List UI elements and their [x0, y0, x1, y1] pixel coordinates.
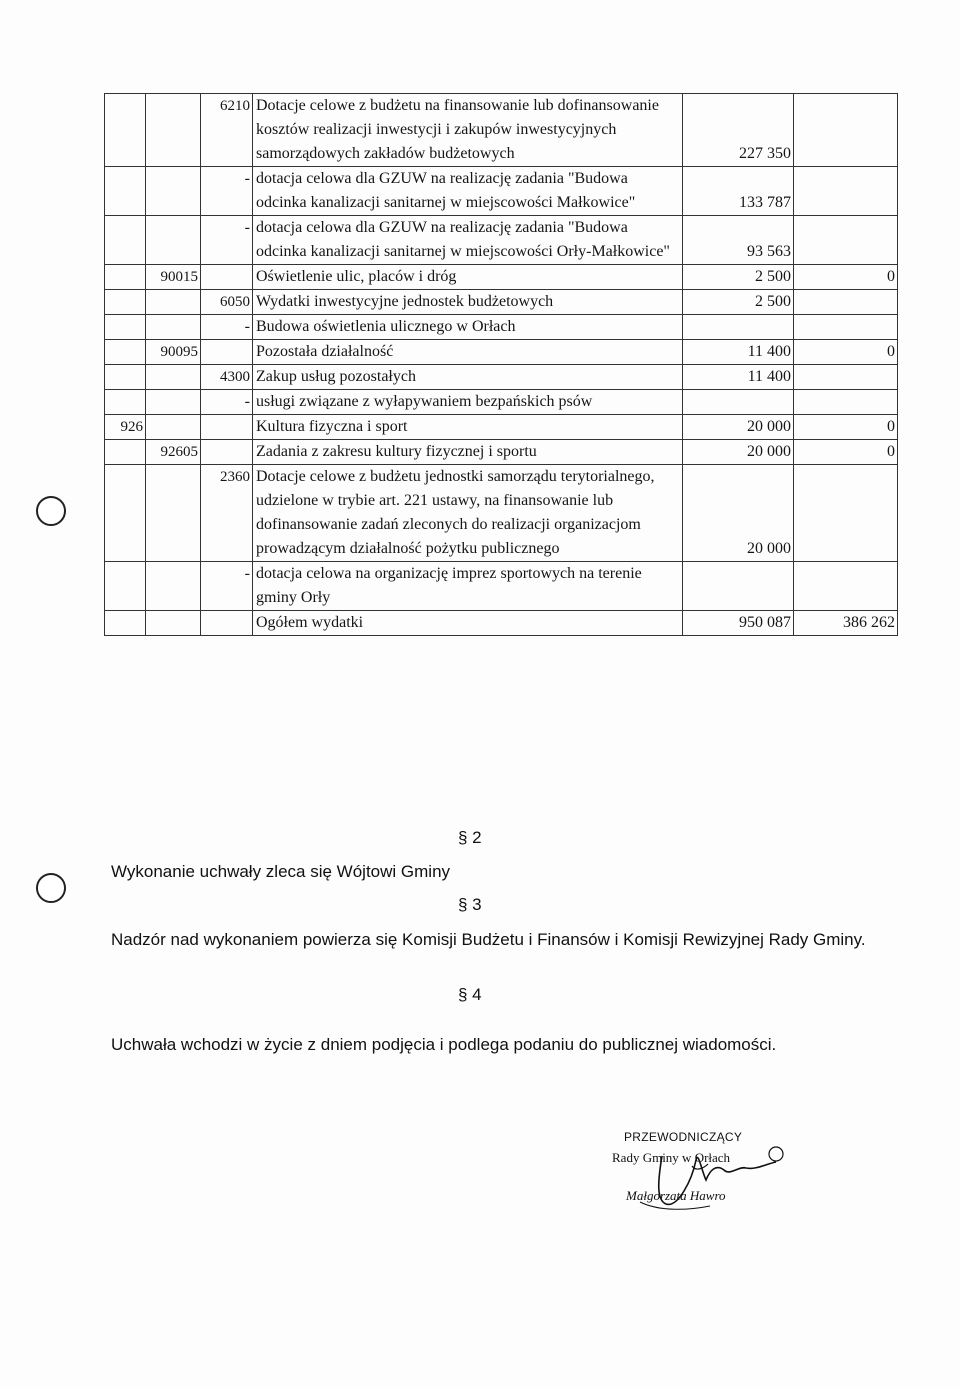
- description-cell: Zakup usług pozostałych: [253, 365, 683, 390]
- table-row: [105, 216, 898, 265]
- handwritten-signature: [600, 1120, 810, 1220]
- punch-hole: [36, 496, 66, 526]
- description-cell: Wydatki inwestycyjne jednostek budżetowych: [253, 290, 683, 315]
- paragraph-code-cell: 6050: [201, 290, 253, 315]
- amount-cell: [683, 390, 794, 415]
- table-row: [105, 465, 898, 562]
- division-code-cell: [105, 216, 146, 265]
- investment-amount-cell: [794, 365, 898, 390]
- table-row: [105, 415, 898, 440]
- paragraph-code-cell: -: [201, 562, 253, 611]
- description-cell: Kultura fizyczna i sport: [253, 415, 683, 440]
- investment-amount-cell: [794, 167, 898, 216]
- paragraph-code-cell: [201, 415, 253, 440]
- stamp-name: Małgorzata Hawro: [626, 1188, 726, 1203]
- investment-amount-cell: [794, 290, 898, 315]
- division-code-cell: [105, 167, 146, 216]
- description-cell: dotacja celowa dla GZUW na realizację zadania "Budowa odcinka kanalizacji sanitarnej w miejscowości Małkowice": [253, 167, 683, 216]
- amount-cell: [683, 562, 794, 611]
- paragraph-code-cell: -: [201, 315, 253, 340]
- division-code-cell: [105, 265, 146, 290]
- investment-amount-cell: 0: [794, 440, 898, 465]
- investment-amount-cell: [794, 390, 898, 415]
- amount-cell: 2 500: [683, 290, 794, 315]
- table-row: [105, 440, 898, 465]
- total-investment-cell: 386 262: [794, 611, 898, 636]
- amount-cell: 227 350: [683, 94, 794, 167]
- table-row: [105, 390, 898, 415]
- amount-cell: 20 000: [683, 415, 794, 440]
- division-code-cell: [105, 290, 146, 315]
- investment-amount-cell: [794, 94, 898, 167]
- section-2-text: Wykonanie uchwały zleca się Wójtowi Gminy: [111, 862, 451, 881]
- division-code-cell: [105, 365, 146, 390]
- table-row: [105, 94, 898, 167]
- division-code-cell: [105, 440, 146, 465]
- investment-amount-cell: 0: [794, 265, 898, 290]
- chapter-code-cell: [146, 465, 201, 562]
- division-code-cell: [105, 390, 146, 415]
- paragraph-code-cell: 4300: [201, 365, 253, 390]
- chapter-code-cell: [146, 94, 201, 167]
- paragraph-code-cell: -: [201, 390, 253, 415]
- paragraph-code-cell: 6210: [201, 94, 253, 167]
- description-cell: usługi związane z wyłapywaniem bezpańskich psów: [253, 390, 683, 415]
- division-code-cell: [105, 340, 146, 365]
- chapter-code-cell: [146, 415, 201, 440]
- amount-cell: 20 000: [683, 465, 794, 562]
- table-row: [105, 315, 898, 340]
- investment-amount-cell: [794, 562, 898, 611]
- table-row: [105, 265, 898, 290]
- total-amount-cell: 950 087: [683, 611, 794, 636]
- table-row: [105, 562, 898, 611]
- table-row: [105, 340, 898, 365]
- empty-cell: [105, 611, 146, 636]
- chapter-code-cell: [146, 365, 201, 390]
- amount-cell: 133 787: [683, 167, 794, 216]
- description-cell: Pozostała działalność: [253, 340, 683, 365]
- paragraph-code-cell: [201, 340, 253, 365]
- total-label-cell: Ogółem wydatki: [253, 611, 683, 636]
- investment-amount-cell: 0: [794, 340, 898, 365]
- section-3-text: Nadzór nad wykonaniem powierza się Komisji Budżetu i Finansów i Komisji Rewizyjnej Rady Gminy.: [111, 930, 866, 949]
- chapter-code-cell: 90095: [146, 340, 201, 365]
- table-row: [105, 365, 898, 390]
- description-cell: Dotacje celowe z budżetu na finansowanie lub dofinansowanie kosztów realizacji inwestycji i zakupów inwestycyjnych samorządowych zakładów budżetowych: [253, 94, 683, 167]
- amount-cell: 93 563: [683, 216, 794, 265]
- section-2-mark: § 2: [458, 828, 482, 847]
- description-cell: Budowa oświetlenia ulicznego w Orłach: [253, 315, 683, 340]
- table-row: [105, 290, 898, 315]
- expenditure-table: [104, 93, 898, 636]
- empty-cell: [146, 611, 201, 636]
- section-4-mark: § 4: [458, 985, 482, 1004]
- chapter-code-cell: [146, 167, 201, 216]
- paragraph-code-cell: [201, 440, 253, 465]
- paragraph-code-cell: -: [201, 216, 253, 265]
- chapter-code-cell: [146, 290, 201, 315]
- chapter-code-cell: [146, 562, 201, 611]
- division-code-cell: [105, 94, 146, 167]
- stamp-title: PRZEWODNICZĄCY: [624, 1130, 743, 1144]
- paragraph-code-cell: -: [201, 167, 253, 216]
- paragraph-code-cell: 2360: [201, 465, 253, 562]
- table-row: [105, 167, 898, 216]
- division-code-cell: [105, 315, 146, 340]
- stamp-council: Rady Gminy w Orłach: [612, 1150, 731, 1165]
- amount-cell: 2 500: [683, 265, 794, 290]
- amount-cell: 11 400: [683, 365, 794, 390]
- description-cell: Dotacje celowe z budżetu jednostki samorządu terytorialnego, udzielone w trybie art. 221 ustawy, na finansowanie lub dofinansowanie zadań zleconych do realizacji organizacjom prowadzącym działalność pożytku publicznego: [253, 465, 683, 562]
- empty-cell: [201, 611, 253, 636]
- amount-cell: 20 000: [683, 440, 794, 465]
- chapter-code-cell: [146, 315, 201, 340]
- division-code-cell: [105, 562, 146, 611]
- investment-amount-cell: 0: [794, 415, 898, 440]
- division-code-cell: 926: [105, 415, 146, 440]
- amount-cell: 11 400: [683, 340, 794, 365]
- description-cell: dotacja celowa dla GZUW na realizację zadania "Budowa odcinka kanalizacji sanitarnej w miejscowości Orły-Małkowice": [253, 216, 683, 265]
- amount-cell: [683, 315, 794, 340]
- division-code-cell: [105, 465, 146, 562]
- total-row: [105, 611, 898, 636]
- signature-stamp: [600, 1120, 810, 1220]
- section-3-mark: § 3: [458, 895, 482, 914]
- punch-hole: [36, 873, 66, 903]
- chapter-code-cell: [146, 390, 201, 415]
- chapter-code-cell: 92605: [146, 440, 201, 465]
- investment-amount-cell: [794, 315, 898, 340]
- description-cell: dotacja celowa na organizację imprez sportowych na terenie gminy Orły: [253, 562, 683, 611]
- description-cell: Zadania z zakresu kultury fizycznej i sportu: [253, 440, 683, 465]
- section-4-text: Uchwała wchodzi w życie z dniem podjęcia i podlega podaniu do publicznej wiadomości.: [111, 1035, 777, 1054]
- investment-amount-cell: [794, 216, 898, 265]
- chapter-code-cell: 90015: [146, 265, 201, 290]
- paragraph-code-cell: [201, 265, 253, 290]
- description-cell: Oświetlenie ulic, placów i dróg: [253, 265, 683, 290]
- chapter-code-cell: [146, 216, 201, 265]
- investment-amount-cell: [794, 465, 898, 562]
